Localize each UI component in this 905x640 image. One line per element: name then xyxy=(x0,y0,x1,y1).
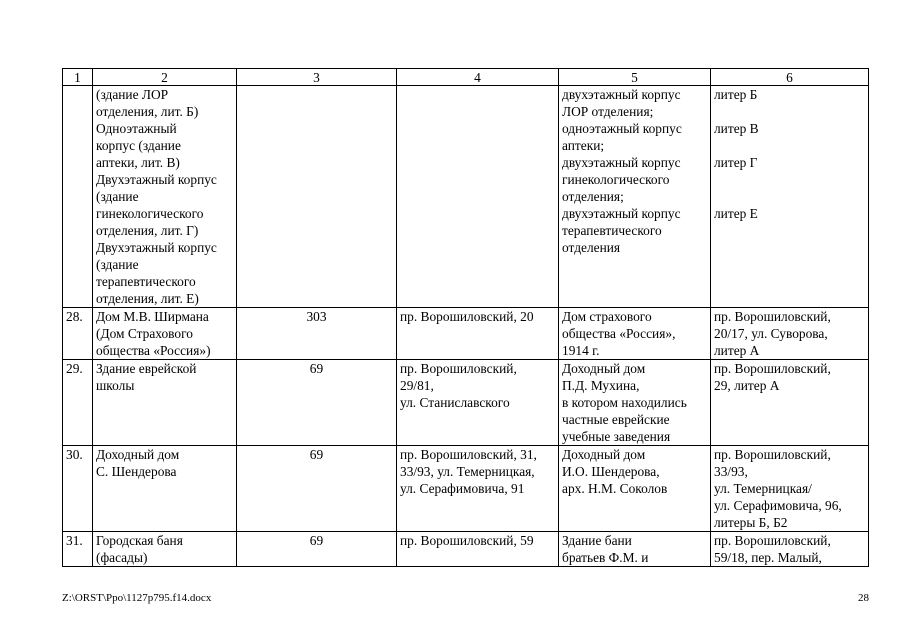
header-cell: 1 xyxy=(63,69,93,86)
address: пр. Ворошиловский, 20 xyxy=(397,308,559,360)
category: 303 xyxy=(237,308,397,360)
row-number: 28. xyxy=(63,308,93,360)
table-row xyxy=(63,86,869,308)
page-number: 28 xyxy=(858,592,869,604)
object-name: Здание еврейской школы xyxy=(93,360,237,446)
literal-address: литер Б литер В литер Г литер Е xyxy=(711,86,869,308)
object-name: Городская баня (фасады) xyxy=(93,532,237,567)
header-cell: 3 xyxy=(237,69,397,86)
header-cell: 2 xyxy=(93,69,237,86)
category: 69 xyxy=(237,446,397,532)
address: пр. Ворошиловский, 31, 33/93, ул. Темерницкая, ул. Серафимовича, 91 xyxy=(397,446,559,532)
row-number xyxy=(63,86,93,308)
object-name: Дом М.В. Ширмана (Дом Страхового общества «Россия») xyxy=(93,308,237,360)
literal-address: пр. Ворошиловский, 29, литер А xyxy=(711,360,869,446)
header-cell: 4 xyxy=(397,69,559,86)
literal-address: пр. Ворошиловский, 59/18, пер. Малый, xyxy=(711,532,869,567)
category xyxy=(237,86,397,308)
literal-address: пр. Ворошиловский, 20/17, ул. Суворова, литер А xyxy=(711,308,869,360)
category: 69 xyxy=(237,360,397,446)
category: 69 xyxy=(237,532,397,567)
description: Доходный дом И.О. Шендерова, арх. Н.М. Соколов xyxy=(559,446,711,532)
file-path: Z:\ORST\Ppo\1127p795.f14.docx xyxy=(62,592,212,604)
description: Дом страхового общества «Россия», 1914 г. xyxy=(559,308,711,360)
object-name: Доходный дом С. Шендерова xyxy=(93,446,237,532)
header-cell: 6 xyxy=(711,69,869,86)
address xyxy=(397,86,559,308)
literal-address: пр. Ворошиловский, 33/93, ул. Темерницкая/ ул. Серафимовича, 96, литеры Б, Б2 xyxy=(711,446,869,532)
object-name: (здание ЛОР отделения, лит. Б) Одноэтажный корпус (здание аптеки, лит. В) Двухэтажный корпус (здание гинекологического отделения, лит. Г) Двухэтажный корпус (здание терапевтического отделения, лит. Е) xyxy=(93,86,237,308)
row-number: 31. xyxy=(63,532,93,567)
description: Здание бани братьев Ф.М. и xyxy=(559,532,711,567)
description: двухэтажный корпус ЛОР отделения; одноэтажный корпус аптеки; двухэтажный корпус гинекологического отделения; двухэтажный корпус терапевтического отделения xyxy=(559,86,711,308)
row-number: 29. xyxy=(63,360,93,446)
address: пр. Ворошиловский, 29/81, ул. Станиславского xyxy=(397,360,559,446)
table-row xyxy=(63,360,869,446)
table-header-row xyxy=(63,69,869,86)
address: пр. Ворошиловский, 59 xyxy=(397,532,559,567)
table-row xyxy=(63,532,869,567)
row-number: 30. xyxy=(63,446,93,532)
header-cell: 5 xyxy=(559,69,711,86)
table-row xyxy=(63,308,869,360)
table-row xyxy=(63,446,869,532)
monuments-table xyxy=(62,68,869,567)
description: Доходный дом П.Д. Мухина, в котором находились частные еврейские учебные заведения xyxy=(559,360,711,446)
